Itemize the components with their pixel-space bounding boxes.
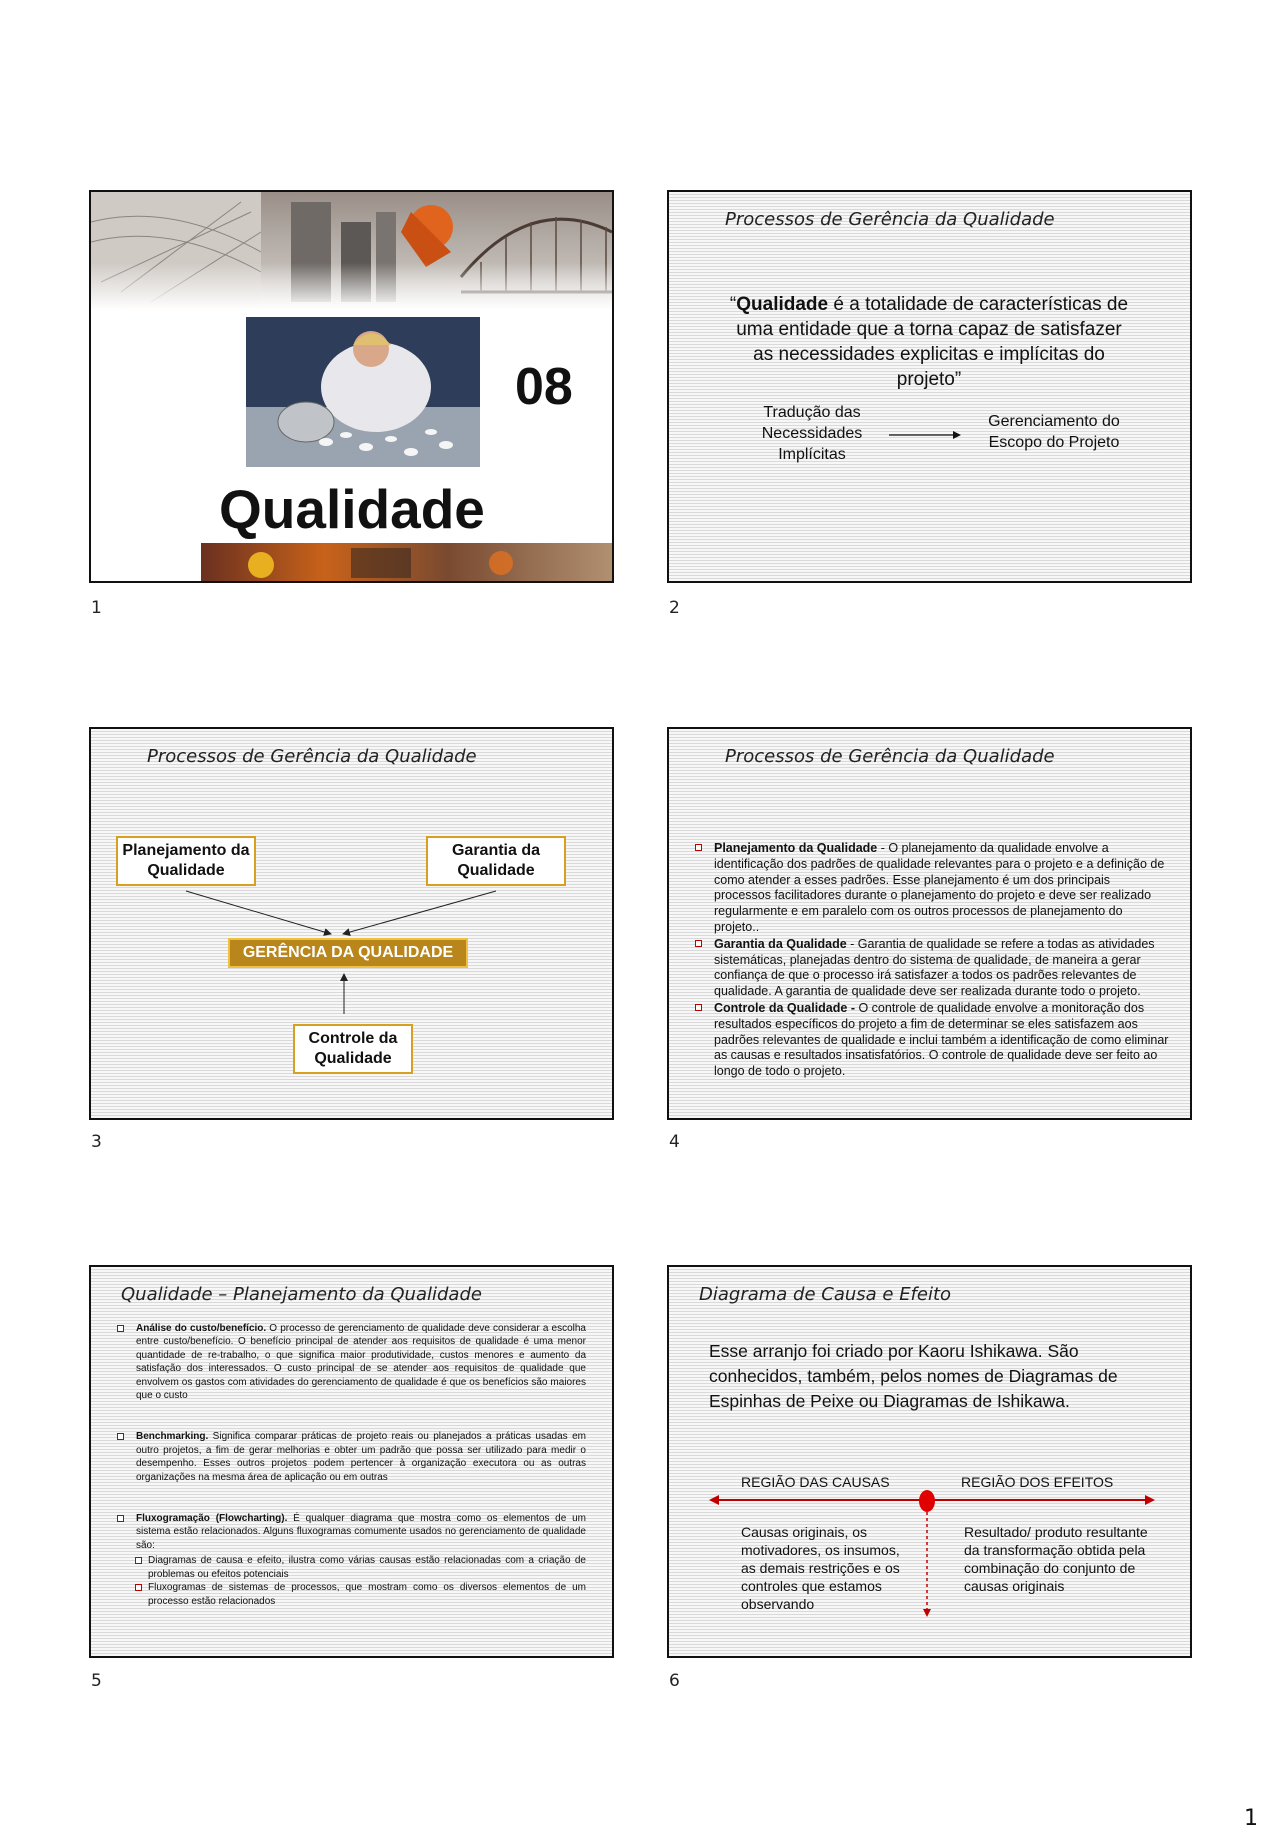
causes-region-heading: REGIÃO DAS CAUSAS <box>741 1474 890 1490</box>
quote-open: “ <box>729 294 737 315</box>
slide-title: Processos de Gerência da Qualidade <box>725 746 1055 767</box>
scope-management-label: Gerenciamento do Escopo do Projeto <box>988 413 1120 451</box>
sub-list-item <box>136 1554 586 1581</box>
bullet-icon <box>116 1430 126 1440</box>
list-item <box>694 841 1169 936</box>
slide-1 <box>89 190 614 583</box>
woman-photo <box>246 317 480 467</box>
module-code: 08 <box>515 358 573 416</box>
list-item <box>694 937 1169 1000</box>
control-box: Controle da Qualidade <box>293 1024 413 1074</box>
slide-title: Processos de Gerência da Qualidade <box>147 746 477 767</box>
item-text: - O planejamento da qualidade envolve a identificação dos padrões de qualidade relevantes para o projeto e a definição de como atender a esses padrões. Esse planejamento é um dos principais processos facilitadores durante o planejamento do projeto e deve ser realizado regularmente e em paralelo com os outros processos de planejamento do projeto.. <box>714 841 1165 934</box>
item-text: - Garantia de qualidade se refere a todas as atividades sistemáticas, planejadas dentro do sistema de qualidade, de maneira a gerar confiança de que o processo irá satisfazer a todos os padrões relevantes de qualidade. A garantia de qualidade deve ser realizada durante todo o projeto. <box>714 936 1155 999</box>
sub-item-text: Fluxogramas de sistemas de processos, que mostram como os diversos elementos de um processo estão relacionados <box>148 1582 586 1607</box>
slide-3 <box>89 727 614 1120</box>
bottom-strip-image <box>201 543 612 583</box>
sub-list <box>136 1554 586 1608</box>
bullet-icon <box>116 1322 126 1332</box>
slide-number: 4 <box>669 1132 680 1152</box>
slide-6 <box>667 1265 1192 1658</box>
causes-description: Causas originais, os motivadores, os insumos, as demais restrições e os controles que estamos observando <box>741 1524 900 1612</box>
slide-number: 1 <box>91 598 102 618</box>
item-text: O controle de qualidade envolve a monitoração dos resultados específicos do projeto a fim de determinar se eles satisfazem aos padrões relevantes de qualidade e inclui também a identificação de como eliminar as causas e resultados insatisfatórios. O controle de qualidade deve ser feito ao longo de todo o projeto. <box>714 1000 1169 1079</box>
banner-image <box>91 192 612 310</box>
bullet-icon <box>134 1581 144 1591</box>
slide-number: 5 <box>91 1671 102 1691</box>
item-title: Análise do custo/benefício. <box>136 1323 267 1334</box>
slide-5 <box>89 1265 614 1658</box>
page-number: 1 <box>1244 1806 1258 1831</box>
quote-bold: Qualidade <box>736 294 829 315</box>
item-title: Planejamento da Qualidade <box>714 841 878 855</box>
slide-number: 6 <box>669 1671 680 1691</box>
intro-text: Esse arranjo foi criado por Kaoru Ishikawa. São conhecidos, também, pelos nomes de Diagramas de Espinhas de Peixe ou Diagramas de Ishikawa. <box>709 1341 1118 1411</box>
process-list <box>694 841 1169 1080</box>
list-item <box>694 1001 1169 1080</box>
slide-title: Qualidade – Planejamento da Qualidade <box>121 1284 482 1305</box>
item-text: O processo de gerenciamento de qualidade deve considerar a escolha entre custo/benefício. O benefício principal de atender aos requisitos de qualidade é uma menor quantidade de re-trabalho, o que significa maior produtividade, custos menores e aumento da satisfação dos interessados. O custo principal de se atender aos requisitos de qualidade que envolvem os gastos com atividades do gerenciamento de qualidade é que os benefícios são maiores que o custo <box>136 1323 586 1402</box>
sub-item-text: Diagramas de causa e efeito, ilustra como várias causas estão relacionadas com a criação de problemas ou efeitos potenciais <box>148 1555 586 1580</box>
planning-box: Planejamento da Qualidade <box>116 836 256 886</box>
slide-title: Diagrama de Causa e Efeito <box>699 1284 952 1305</box>
item-title: Controle da Qualidade - <box>714 1000 855 1015</box>
arrow <box>889 429 961 441</box>
bullet-icon <box>694 937 704 947</box>
bullet-icon <box>694 1001 704 1011</box>
item-text: É qualquer diagrama que mostra como os elementos de um sistema estão relacionados. Alguns fluxogramas comumente usados no gerenciamento de qualidade são: <box>136 1513 586 1551</box>
slide-number: 3 <box>91 1132 102 1152</box>
slide-4 <box>667 727 1192 1120</box>
list-item <box>116 1322 586 1402</box>
quality-quote <box>729 292 1129 392</box>
bullet-icon <box>134 1554 144 1564</box>
list-item <box>116 1512 586 1608</box>
quote-rest: é a totalidade de características de uma entidade que a torna capaz de satisfazer as necessidades explicitas e implícitas do projeto” <box>736 294 1129 390</box>
item-title: Fluxogramação (Flowcharting). <box>136 1513 288 1525</box>
item-text: Significa comparar práticas de projeto reais ou planejados a práticas usadas em outro projetos, a fim de gerar melhorias e obter um padrão que possa ser utilizado para medir o desempenho. Esses outros projetos podem pertencer à organização executora ou as outras organizações na mesma área de aplicação ou em outras <box>136 1431 586 1483</box>
sub-list-item <box>136 1581 586 1608</box>
assurance-box: Garantia da Qualidade <box>426 836 566 886</box>
item-title: Benchmarking. <box>136 1431 209 1443</box>
planning-tools-list <box>116 1322 586 1608</box>
item-title: Garantia da Qualidade <box>714 936 847 951</box>
slide-2 <box>667 190 1192 583</box>
slide-title: Qualidade <box>219 478 485 540</box>
effects-region-heading: REGIÃO DOS EFEITOS <box>961 1474 1114 1490</box>
quality-management-box: GERÊNCIA DA QUALIDADE <box>228 938 468 968</box>
slide-number: 2 <box>669 598 680 618</box>
effects-description: Resultado/ produto resultante da transformação obtida pela combinação do conjunto de causas originais <box>964 1524 1148 1594</box>
bullet-icon <box>116 1512 126 1522</box>
slide-title: Processos de Gerência da Qualidade <box>725 209 1055 230</box>
bullet-icon <box>694 841 704 851</box>
needs-translation-label: Tradução das Necessidades Implícitas <box>761 404 863 463</box>
list-item <box>116 1430 586 1484</box>
